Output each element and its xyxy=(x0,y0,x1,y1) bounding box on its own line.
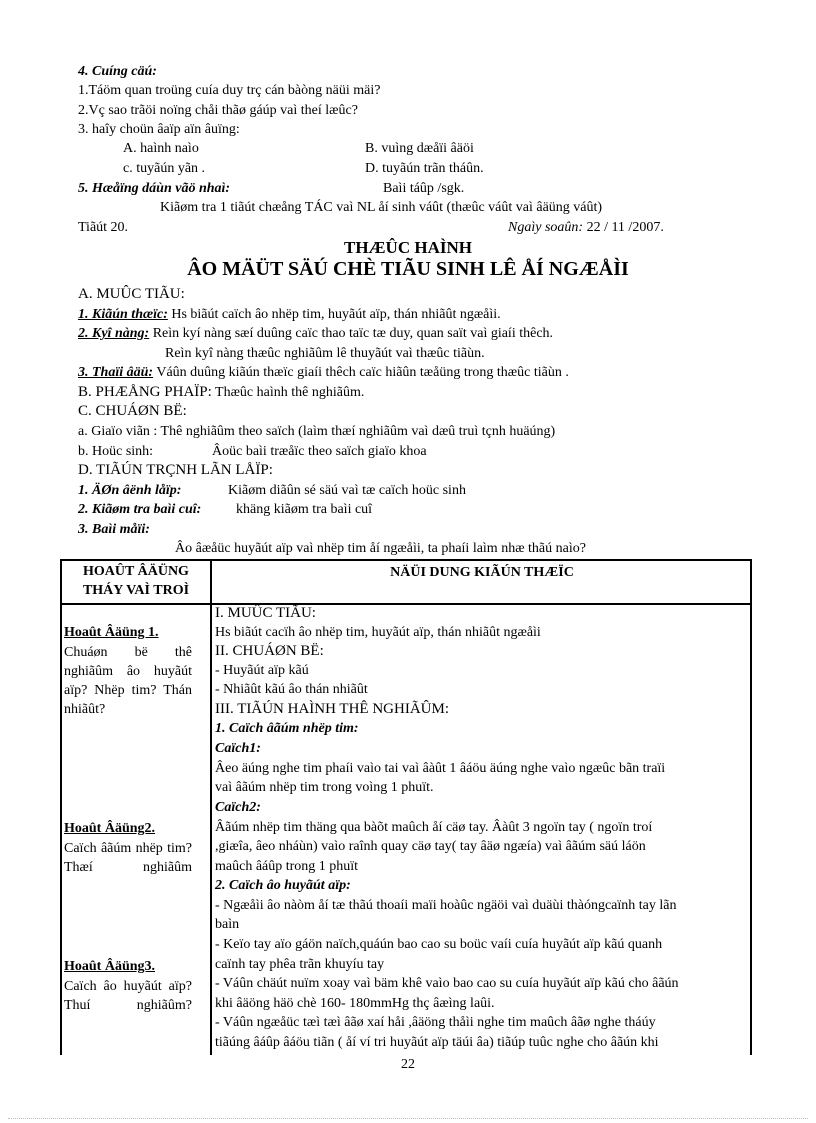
section-4-title: 4. Cuíng cäú: xyxy=(78,64,157,79)
question-2: 2.Vç sao trãöi noïng chåi thãø gáúp vaì theí læûc? xyxy=(78,103,358,118)
teacher-prep: a. Giaïo viãn : Thê nghiãûm theo saïch (laìm thæí nghiãûm vaì dæû truì tçnh huäúng) xyxy=(78,424,556,439)
content-prep-heading: II. CHUÁØN BË: xyxy=(215,643,324,659)
table-column-divider xyxy=(210,561,212,1055)
method-2-line-1: Âãúm nhëp tim thäng qua bàõt maûch åí cäø tay. Âàût 3 ngoïn tay ( ngoïn troí xyxy=(215,820,653,835)
method-1-line-1: Âeo äúng nghe tim phaíi vaìo tai vaì âàût 1 âáöu äúng nghe vaìo ngæûc bãn traïi xyxy=(215,761,666,776)
check-line: Kiãøm tra 1 tiãút chæång TÁC vaì NL åí sinh váût (thæûc váût vaì âäüng váût) xyxy=(160,200,603,215)
col2-header: NÄÜI DUNG KIÃÚN THÆÏC xyxy=(390,565,574,580)
lesson-table xyxy=(60,559,752,1055)
knowledge-text: Hs biãút caïch âo nhëp tim, huyãút aïp, thán nhiãût ngæåìi. xyxy=(171,307,501,322)
activity-2-text: Caïch âãúm nhëp tim? Thæí nghiãûm xyxy=(64,841,192,875)
step-2-label: 2. Kiãøm tra baìi cuî: xyxy=(78,502,202,517)
section-5-text: Baìi táûp /sgk. xyxy=(383,181,465,196)
prep-date xyxy=(508,219,664,236)
content-prep-item-1: - Huyãút aïp kãú xyxy=(215,663,309,678)
question-1: 1.Táöm quan troüng cuía duy trç cán bàòng näüi mäi? xyxy=(78,83,381,98)
skills-text-1: Reìn kyí nàng sæí duûng caïc thao taïc tæ duy, quan saït vaì giaíi thêch. xyxy=(152,326,554,341)
activity-2-title: Hoaût Âäüng2. xyxy=(64,821,156,836)
col1-header xyxy=(62,562,210,600)
col1-header-line1: HOAÛT ÂÄÜNG xyxy=(83,564,189,579)
bp-step-2-line-1: - Keïo tay aïo gáön naïch,quáún bao cao su boüc vaíi cuía huyãút aïp kãú quanh xyxy=(215,937,663,952)
lesson-intro: Âo âæåüc huyãút aïp vaì nhëp tim åí ngæåìi, ta phaíi laìm nhæ thãú naìo? xyxy=(175,541,586,556)
section-b-line xyxy=(78,384,364,401)
method-2-line-3: maûch âáûp trong 1 phuït xyxy=(215,859,359,874)
lesson-number: Tiãút 20. xyxy=(78,220,129,235)
method-1-line-2: vaì âãúm nhëp tim trong voìng 1 phuït. xyxy=(215,780,434,795)
section-b-heading: B. PHÆÅNG PHAÏP: xyxy=(78,384,212,400)
method-2-label: Caïch2: xyxy=(215,800,261,815)
attitude-line xyxy=(78,364,569,381)
prep-date-label: Ngaìy soaûn: xyxy=(508,220,584,235)
activity-1-text: Chuáøn bë thê nghiãûm âo huyãút aïp? Nhëp tim? Thán nhiãût? xyxy=(64,645,192,717)
skills-text-2: Reìn kyî nàng thæûc nghiãûm lê thuyãút vaì thæûc tiãùn. xyxy=(165,346,485,361)
content-objectives-heading: I. MUÛC TIÃU: xyxy=(215,605,316,621)
page-bottom-rule xyxy=(8,1118,808,1119)
bp-step-1-line-1: - Ngæåìi âo nàòm åí tæ thãú thoaíi maïi hoàûc ngäöi vaì duäùi thàóngcaïnh tay lãn xyxy=(215,898,677,913)
bp-step-3-line-2: khi âäöng häö chè 160- 180mmHg thç âæìng laûi. xyxy=(215,996,495,1011)
question-3: 3. haîy choün âaïp aïn âuïng: xyxy=(78,122,240,137)
option-d: D. tuyãún trãn tháûn. xyxy=(365,161,484,176)
option-b: B. vuìng dæåïi âäöi xyxy=(365,141,474,156)
skills-line xyxy=(78,325,553,342)
knowledge-label: 1. Kiãún thæïc: xyxy=(78,307,168,322)
attitude-label: 3. Thaïi âäü: xyxy=(78,365,154,380)
activity-1-title: Hoaût Âäüng 1. xyxy=(64,625,159,640)
lesson-title: ÂO MÄÜT SÄÚ CHÈ TIÃU SINH LÊ ÅÍ NGÆÅÌI xyxy=(187,258,629,280)
bp-step-3-line-1: - Váûn chäút nuïm xoay vaì bäm khê vaìo bao cao su cuía huyãút aïp kãú cho âãún xyxy=(215,976,679,991)
section-a-heading: A. MUÛC TIÃU: xyxy=(78,286,185,302)
prep-date-value: 22 / 11 /2007. xyxy=(586,220,664,235)
bp-step-2-line-2: caïnh tay phêa trãn khuyíu tay xyxy=(215,957,385,972)
step-2-text: khäng kiãøm tra baìi cuî xyxy=(236,502,373,517)
method-1-label: Caïch1: xyxy=(215,741,261,756)
option-c: c. tuyãún yãn . xyxy=(123,161,206,176)
attitude-text: Váûn duûng kiãún thæïc giaíi thêch caïc hiãûn tæåüng trong thæûc tiãùn . xyxy=(156,365,569,380)
content-objectives-text: Hs biãút cacïh âo nhëp tim, huyãút aïp, thán nhiãût ngæåìi xyxy=(215,625,541,640)
section-5-title: 5. Hæåïng dáùn vãö nhaì: xyxy=(78,181,231,196)
section-b-text: Thæûc haình thê nghiãûm. xyxy=(215,385,365,400)
student-text: Âoüc baìi træåïc theo saïch giaïo khoa xyxy=(212,444,427,459)
step-1-label: 1. ÄØn âënh låïp: xyxy=(78,483,182,498)
col1-header-line2: THÁY VAÌ TROÌ xyxy=(82,583,190,598)
section-d-heading: D. TIÃÚN TRÇNH LÃN LÅÏP: xyxy=(78,462,273,478)
method-2-line-2: ,giæîa, âeo nháùn) vaìo raînh quay cäø tay( tay âäø ngæía) vaì âãúm säú láön xyxy=(215,839,646,854)
bp-step-4-line-1: - Váûn ngæåüc tæì tæì âãø xaí håi ,âäöng thåìi nghe tim maûch âãø nghe tháúy xyxy=(215,1015,656,1030)
activity-3-title: Hoaût Âäüng3. xyxy=(64,959,156,974)
blood-pressure-heading: 2. Caïch âo huyãút aïp: xyxy=(215,878,351,893)
practice-title: THÆÛC HAÌNH xyxy=(344,238,472,257)
skills-label: 2. Kyî nàng: xyxy=(78,326,150,341)
content-prep-item-2: - Nhiãût kãú âo thán nhiãût xyxy=(215,682,368,697)
content-procedure-heading: III. TIÃÚN HAÌNH THÊ NGHIÃÛM: xyxy=(215,701,449,717)
knowledge-line xyxy=(78,306,501,323)
section-c-heading: C. CHUÁØN BË: xyxy=(78,403,187,419)
option-a: A. haình naìo xyxy=(123,141,199,156)
page-number: 22 xyxy=(401,1057,415,1072)
step-1-text: Kiãøm diãûn sé säú vaì tæ caïch hoüc sinh xyxy=(228,483,466,498)
activity-3-text: Caïch âo huyãút aïp? Thuí nghiãûm? xyxy=(64,979,192,1013)
heart-rate-heading: 1. Caïch âãúm nhëp tim: xyxy=(215,721,359,736)
bp-step-4-line-2: tiãúng âáûp âáöu tiãn ( åí ví tri huyãút aïp täúi âa) tiãúp tuûc nghe cho âãún khi xyxy=(215,1035,659,1050)
table-header-divider xyxy=(62,603,750,605)
bp-step-1-line-2: baìn xyxy=(215,917,240,932)
step-3-label: 3. Baìi måïi: xyxy=(78,522,150,537)
student-label: b. Hoüc sinh: xyxy=(78,444,154,459)
